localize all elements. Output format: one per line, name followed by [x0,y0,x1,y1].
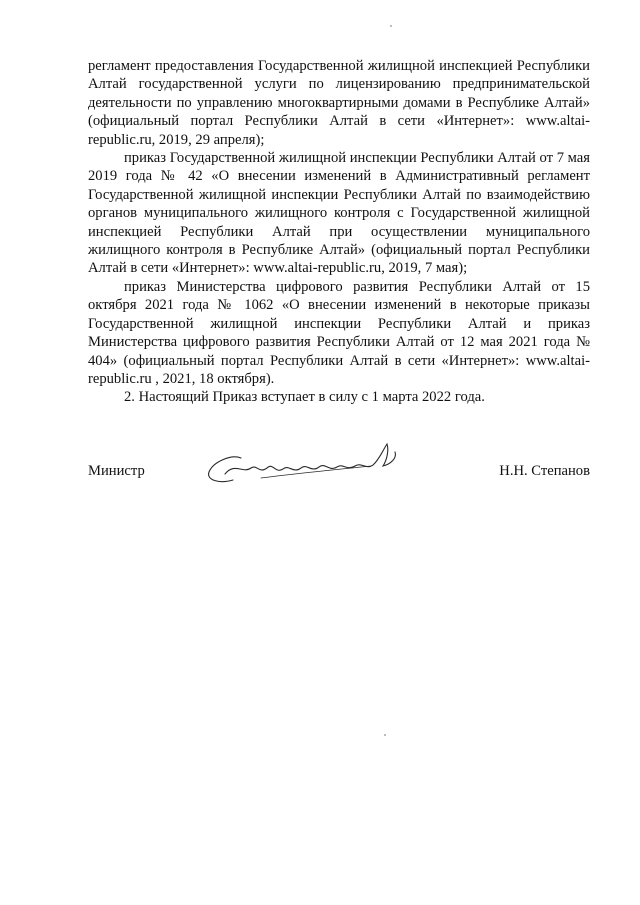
signatory-title: Министр [88,463,145,479]
scan-speck [384,734,386,736]
scan-speck [390,25,392,27]
paragraph-order-digital-ministry: приказ Министерства цифрового развития Республики Алтай от 15 октября 2021 года № 1062 «О внесении изменений в некоторые приказы Государственной жилищной инспекции Республики Алтай и приказ Министерства цифрового развития Республики Алтай от 12 мая 2021 года № 404» (официальный портал Республики Алтай в сети «Интернет»: www.altai-republic.ru , 2021, 18 октября). [88,278,590,387]
paragraph-effective-date: 2. Настоящий Приказ вступает в силу с 1 марта 2022 года. [124,389,485,406]
handwritten-signature [201,440,416,490]
signature-block [88,458,590,498]
paragraph-order-housing-inspection: приказ Государственной жилищной инспекции Республики Алтай от 7 мая 2019 года № 42 «О внесении изменений в Административный регламент Государственной жилищной инспекции Республики Алтай по взаимодействию органов муниципального жилищного контроля с Государственной жилищной инспекцией Республики Алтай при осуществлении муниципального жилищного контроля в Республике Алтай» (официальный портал Республики Алтай в сети «Интернет»: www.altai-republic.ru, 2019, 7 мая); [88,150,590,277]
paragraph-regulation-continuation: регламент предоставления Государственной жилищной инспекцией Республики Алтай государственной услуги по лицензированию предпринимательской деятельности по управлению многоквартирными домами в Республике Алтай» (официальный портал Республики Алтай в сети «Интернет»: www.altai-republic.ru, 2019, 29 апреля); [88,58,590,148]
document-body [88,57,590,407]
signatory-name: Н.Н. Степанов [499,463,590,479]
